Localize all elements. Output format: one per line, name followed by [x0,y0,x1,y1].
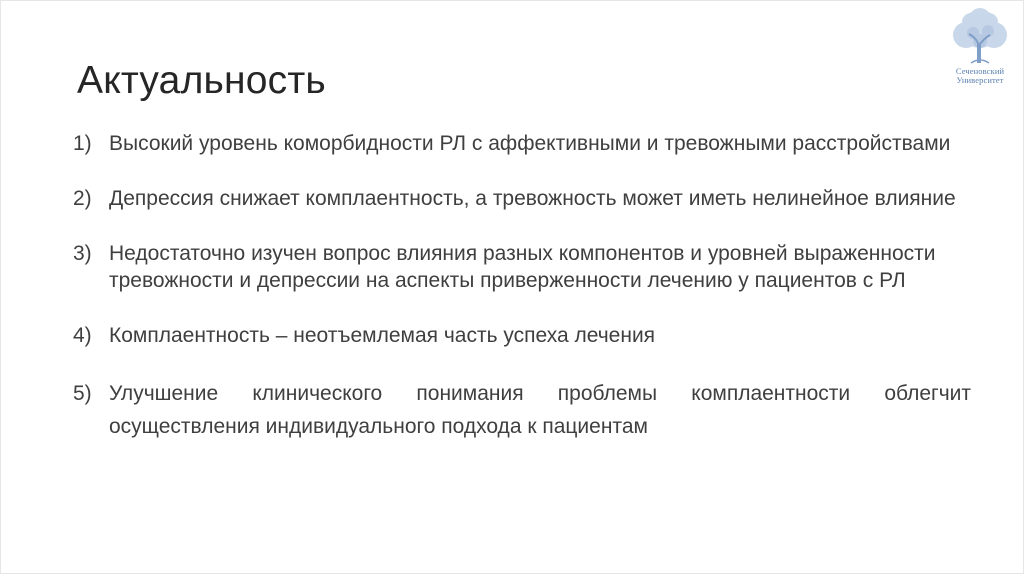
list-item [73,130,971,157]
item-text: Недостаточно изучен вопрос влияния разных компонентов и уровней выраженности тревожности и депрессии на аспекты приверженности лечению у пациентов с РЛ [109,242,936,292]
tree-icon [949,7,1011,65]
item-text: Комплаентность – неотъемлемая часть успеха лечения [109,324,656,347]
item-text: Высокий уровень коморбидности РЛ с аффективными и тревожными расстройствами [109,132,951,155]
list-item [73,322,971,349]
item-number: 2) [73,187,92,210]
item-number: 3) [73,242,92,265]
item-text: Депрессия снижает комплаентность, а тревожность может иметь нелинейное влияние [109,187,956,210]
list-item [73,377,971,443]
logo-caption-line1: Сеченовский [955,66,1005,76]
bullet-list [73,130,971,443]
university-logo [941,7,1019,93]
item-number: 1) [73,132,92,155]
item-text: Улучшение клинического понимания проблемы комплаентности облегчит осуществления индивидуального подхода к пациентам [109,382,971,438]
list-item [73,240,971,294]
item-number: 4) [73,324,92,347]
slide-title: Актуальность [77,59,326,102]
item-number: 5) [73,382,92,405]
list-item [73,185,971,212]
logo-caption-line2: Университет [956,75,1004,85]
